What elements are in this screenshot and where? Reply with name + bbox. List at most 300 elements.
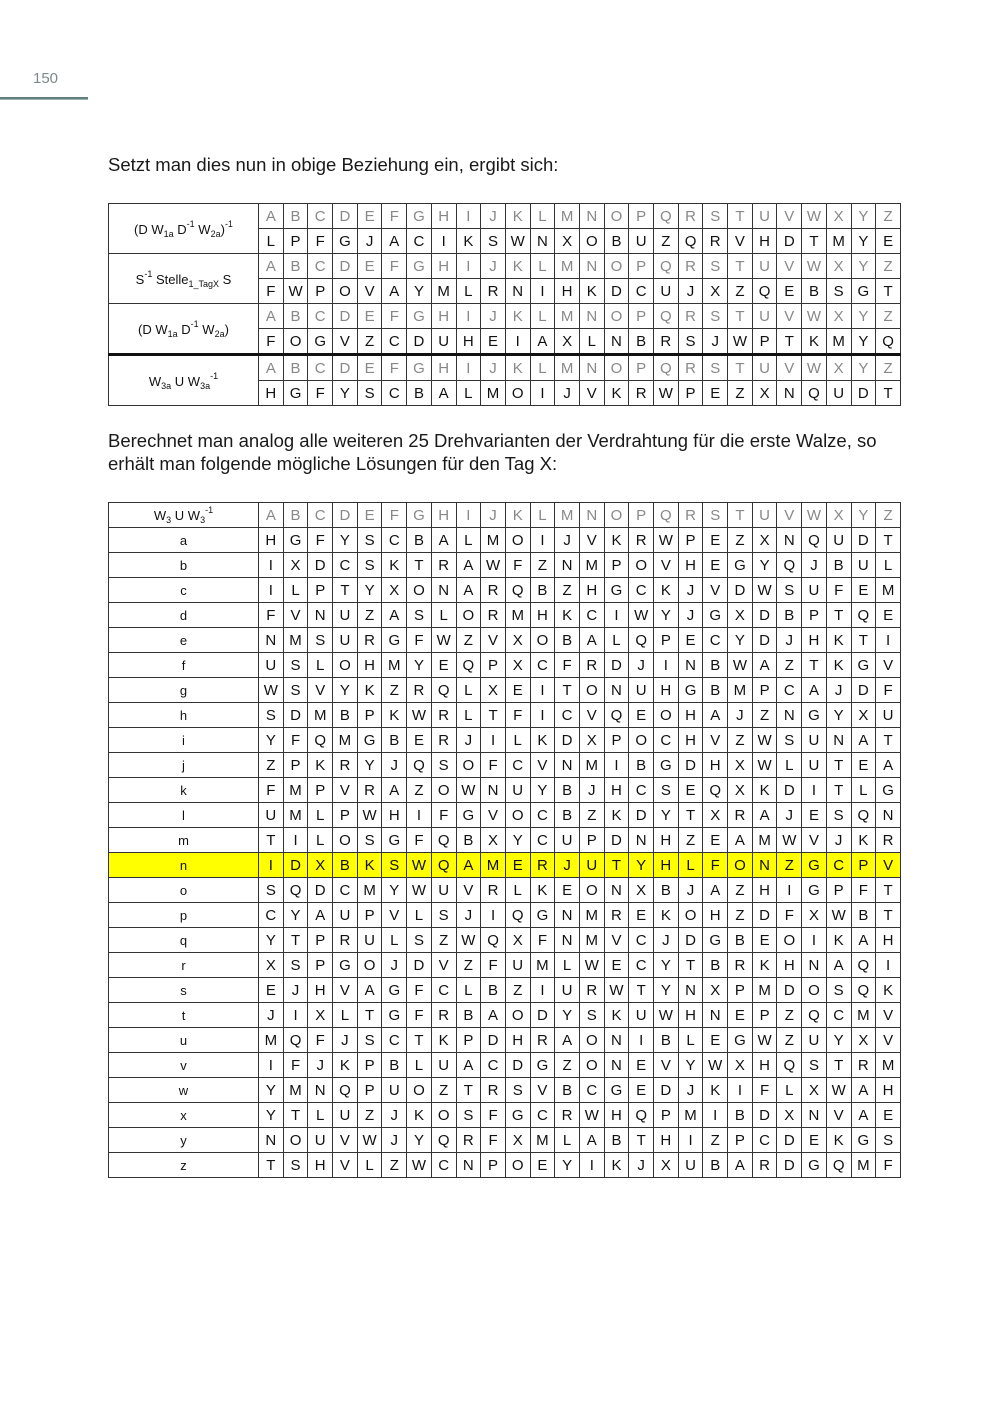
letter-cell: U: [678, 1153, 703, 1178]
letter-cell: H: [382, 803, 407, 828]
letter-cell: O: [802, 978, 827, 1003]
letter-cell: V: [579, 703, 604, 728]
letter-cell: P: [357, 1053, 382, 1078]
letter-cell: B: [703, 678, 728, 703]
letter-cell: Q: [308, 728, 333, 753]
letter-cell: U: [308, 1128, 333, 1153]
letter-cell: P: [752, 678, 777, 703]
letter-cell: K: [530, 878, 555, 903]
letter-cell: F: [876, 1153, 901, 1178]
letter-cell: Q: [777, 1053, 802, 1078]
letter-cell: E: [678, 778, 703, 803]
letter-cell: Z: [777, 1028, 802, 1053]
letter-cell: Q: [654, 503, 679, 528]
solution-row-q: [109, 928, 901, 953]
letter-cell: S: [357, 553, 382, 578]
letter-cell: N: [777, 381, 802, 406]
letter-cell: P: [678, 528, 703, 553]
letter-cell: D: [728, 578, 753, 603]
letter-cell: H: [654, 678, 679, 703]
letter-cell: G: [802, 703, 827, 728]
letter-cell: I: [530, 678, 555, 703]
letter-cell: N: [308, 1078, 333, 1103]
solution-row-i: [109, 728, 901, 753]
letter-cell: D: [777, 229, 802, 254]
letter-cell: N: [703, 1003, 728, 1028]
solution-row-x: [109, 1103, 901, 1128]
letter-cell: A: [851, 1103, 876, 1128]
letter-cell: E: [357, 204, 382, 229]
letter-cell: X: [308, 853, 333, 878]
row-key: p: [109, 903, 259, 928]
letter-cell: J: [382, 1128, 407, 1153]
letter-cell: A: [555, 1028, 580, 1053]
letter-cell: X: [505, 628, 530, 653]
letter-cell: U: [333, 628, 358, 653]
letter-cell: G: [382, 978, 407, 1003]
letter-cell: Y: [629, 853, 654, 878]
letter-cell: C: [629, 928, 654, 953]
label-superscript: -1: [224, 218, 233, 229]
letter-cell: P: [629, 355, 654, 381]
letter-cell: W: [357, 1128, 382, 1153]
letter-cell: C: [407, 229, 432, 254]
letter-cell: Y: [333, 678, 358, 703]
letter-cell: L: [530, 254, 555, 279]
letter-cell: Y: [851, 229, 876, 254]
letter-cell: R: [431, 553, 456, 578]
letter-cell: N: [555, 903, 580, 928]
letter-cell: I: [456, 204, 481, 229]
letter-cell: U: [802, 728, 827, 753]
letter-cell: C: [308, 304, 333, 329]
label-superscript: -1: [210, 370, 219, 381]
letter-cell: Y: [654, 953, 679, 978]
letter-cell: C: [308, 503, 333, 528]
letter-cell: M: [283, 803, 308, 828]
letter-cell: V: [777, 204, 802, 229]
letter-cell: S: [654, 778, 679, 803]
letter-cell: O: [604, 204, 629, 229]
letter-cell: V: [382, 903, 407, 928]
letter-cell: F: [530, 928, 555, 953]
letter-cell: A: [876, 753, 901, 778]
letter-cell: K: [654, 578, 679, 603]
letter-cell: M: [826, 229, 851, 254]
letter-cell: T: [604, 853, 629, 878]
letter-cell: L: [456, 279, 481, 304]
letter-cell: B: [826, 553, 851, 578]
letter-cell: W: [456, 928, 481, 953]
label-text: (D W: [138, 321, 168, 337]
letter-cell: E: [259, 978, 284, 1003]
letter-cell: N: [579, 304, 604, 329]
letter-cell: T: [555, 678, 580, 703]
letter-cell: B: [604, 1128, 629, 1153]
label-subscript: 2a: [210, 228, 221, 239]
letter-cell: X: [555, 229, 580, 254]
letter-cell: J: [826, 828, 851, 853]
letter-cell: S: [456, 1103, 481, 1128]
letter-cell: N: [826, 728, 851, 753]
letter-cell: X: [826, 355, 851, 381]
letter-cell: X: [802, 903, 827, 928]
letter-cell: V: [431, 953, 456, 978]
letter-cell: J: [481, 254, 506, 279]
letter-cell: F: [481, 753, 506, 778]
letter-cell: U: [654, 279, 679, 304]
letter-cell: H: [654, 1128, 679, 1153]
letter-cell: A: [851, 928, 876, 953]
letter-cell: S: [407, 603, 432, 628]
letter-cell: P: [802, 603, 827, 628]
letter-cell: Y: [407, 653, 432, 678]
letter-cell: N: [604, 1028, 629, 1053]
letter-cell: E: [777, 279, 802, 304]
letter-cell: M: [333, 728, 358, 753]
letter-cell: B: [530, 578, 555, 603]
letter-cell: H: [579, 578, 604, 603]
letter-cell: O: [604, 254, 629, 279]
letter-cell: Y: [333, 381, 358, 406]
letter-cell: Q: [333, 1078, 358, 1103]
letter-cell: V: [333, 978, 358, 1003]
letter-cell: F: [703, 853, 728, 878]
letter-cell: H: [431, 503, 456, 528]
alphabet-row: [109, 304, 901, 329]
letter-cell: G: [604, 578, 629, 603]
letter-cell: V: [777, 503, 802, 528]
letter-cell: S: [703, 204, 728, 229]
letter-cell: V: [579, 381, 604, 406]
letter-cell: V: [481, 628, 506, 653]
letter-cell: O: [505, 1153, 530, 1178]
letter-cell: X: [703, 978, 728, 1003]
letter-cell: D: [308, 553, 333, 578]
letter-cell: H: [678, 703, 703, 728]
letter-cell: S: [703, 254, 728, 279]
letter-cell: A: [456, 578, 481, 603]
letter-cell: V: [333, 1128, 358, 1153]
letter-cell: L: [259, 229, 284, 254]
letter-cell: T: [876, 279, 901, 304]
letter-cell: M: [851, 1003, 876, 1028]
letter-cell: R: [629, 528, 654, 553]
letter-cell: J: [703, 329, 728, 355]
letter-cell: C: [308, 254, 333, 279]
letter-cell: H: [654, 828, 679, 853]
letter-cell: E: [604, 953, 629, 978]
letter-cell: R: [456, 1128, 481, 1153]
letter-cell: M: [752, 828, 777, 853]
letter-cell: G: [407, 355, 432, 381]
letter-cell: F: [505, 703, 530, 728]
letter-cell: X: [382, 578, 407, 603]
letter-cell: B: [703, 653, 728, 678]
letter-cell: L: [283, 578, 308, 603]
letter-cell: M: [283, 1078, 308, 1103]
letter-cell: D: [333, 204, 358, 229]
letter-cell: C: [382, 381, 407, 406]
solution-row-k: [109, 778, 901, 803]
letter-cell: T: [678, 803, 703, 828]
letter-cell: G: [456, 803, 481, 828]
letter-cell: W: [456, 778, 481, 803]
letter-cell: T: [259, 1153, 284, 1178]
letter-cell: W: [431, 628, 456, 653]
letter-cell: W: [654, 1003, 679, 1028]
letter-cell: W: [802, 254, 827, 279]
letter-cell: P: [604, 553, 629, 578]
letter-cell: R: [481, 578, 506, 603]
letter-cell: Q: [505, 903, 530, 928]
letter-cell: L: [530, 355, 555, 381]
letter-cell: L: [456, 528, 481, 553]
letter-cell: C: [555, 703, 580, 728]
label-text: W: [148, 373, 162, 389]
letter-cell: O: [579, 1028, 604, 1053]
letter-cell: Q: [851, 978, 876, 1003]
letter-cell: S: [777, 728, 802, 753]
letter-cell: G: [283, 528, 308, 553]
letter-cell: F: [407, 828, 432, 853]
row-label: [109, 254, 259, 304]
label-text: U W: [171, 508, 201, 523]
letter-cell: O: [456, 753, 481, 778]
label-text: W: [153, 508, 167, 523]
letter-cell: L: [777, 753, 802, 778]
letter-cell: H: [505, 1028, 530, 1053]
row-key: b: [109, 553, 259, 578]
letter-cell: X: [851, 703, 876, 728]
row-key: e: [109, 628, 259, 653]
letter-cell: H: [678, 553, 703, 578]
letter-cell: W: [826, 1078, 851, 1103]
letter-cell: W: [259, 678, 284, 703]
row-label: [109, 503, 259, 528]
letter-cell: H: [752, 229, 777, 254]
letter-cell: P: [481, 653, 506, 678]
letter-cell: F: [308, 1028, 333, 1053]
letter-cell: Z: [579, 803, 604, 828]
letter-cell: G: [851, 653, 876, 678]
letter-cell: R: [579, 653, 604, 678]
letter-cell: R: [678, 355, 703, 381]
letter-cell: X: [752, 381, 777, 406]
solution-row-s: [109, 978, 901, 1003]
letter-cell: T: [728, 204, 753, 229]
letter-cell: D: [678, 928, 703, 953]
letter-cell: X: [505, 653, 530, 678]
solution-row-d: [109, 603, 901, 628]
letter-cell: L: [382, 928, 407, 953]
letter-cell: Y: [357, 753, 382, 778]
letter-cell: C: [826, 853, 851, 878]
letter-cell: J: [629, 653, 654, 678]
letter-cell: T: [283, 1103, 308, 1128]
letter-cell: T: [826, 778, 851, 803]
letter-cell: Q: [678, 229, 703, 254]
letter-cell: J: [555, 528, 580, 553]
letter-cell: L: [678, 1028, 703, 1053]
letter-cell: G: [604, 1078, 629, 1103]
letter-cell: C: [629, 953, 654, 978]
letter-cell: Y: [851, 355, 876, 381]
letter-cell: A: [752, 653, 777, 678]
letter-cell: V: [456, 878, 481, 903]
solution-row-c: [109, 578, 901, 603]
letter-cell: X: [579, 728, 604, 753]
letter-cell: W: [505, 229, 530, 254]
letter-cell: P: [826, 878, 851, 903]
letter-cell: V: [481, 803, 506, 828]
letter-cell: L: [876, 553, 901, 578]
letter-cell: Z: [876, 503, 901, 528]
letter-cell: A: [456, 1053, 481, 1078]
letter-cell: U: [802, 753, 827, 778]
letter-cell: M: [579, 903, 604, 928]
letter-cell: S: [357, 528, 382, 553]
letter-cell: F: [259, 279, 284, 304]
solution-row-a: [109, 528, 901, 553]
letter-cell: N: [579, 204, 604, 229]
label-text: ): [220, 221, 225, 237]
letter-cell: Z: [728, 903, 753, 928]
letter-cell: N: [481, 778, 506, 803]
letter-cell: B: [555, 628, 580, 653]
letter-cell: R: [333, 753, 358, 778]
letter-cell: R: [876, 828, 901, 853]
letter-cell: A: [481, 1003, 506, 1028]
letter-cell: U: [802, 1028, 827, 1053]
letter-cell: F: [308, 229, 333, 254]
letter-cell: D: [752, 1103, 777, 1128]
solution-row-m: [109, 828, 901, 853]
letter-cell: D: [604, 279, 629, 304]
letter-cell: J: [678, 603, 703, 628]
letter-cell: L: [505, 728, 530, 753]
letter-cell: Z: [876, 254, 901, 279]
letter-cell: N: [876, 803, 901, 828]
letter-cell: L: [530, 503, 555, 528]
letter-cell: K: [703, 1078, 728, 1103]
letter-cell: L: [431, 603, 456, 628]
letter-cell: X: [283, 553, 308, 578]
letter-cell: Q: [431, 853, 456, 878]
letter-cell: B: [703, 1153, 728, 1178]
letter-cell: V: [579, 528, 604, 553]
letter-cell: Z: [431, 1078, 456, 1103]
letter-cell: Y: [333, 528, 358, 553]
solution-row-v: [109, 1053, 901, 1078]
letter-cell: I: [481, 728, 506, 753]
letter-cell: E: [629, 903, 654, 928]
letter-cell: H: [431, 254, 456, 279]
letter-cell: S: [259, 878, 284, 903]
letter-cell: U: [333, 1103, 358, 1128]
letter-cell: J: [481, 304, 506, 329]
letter-cell: V: [654, 1053, 679, 1078]
letter-cell: M: [555, 204, 580, 229]
letter-cell: Z: [357, 329, 382, 355]
letter-cell: C: [629, 279, 654, 304]
letter-cell: G: [308, 329, 333, 355]
letter-cell: A: [382, 603, 407, 628]
letter-cell: N: [579, 254, 604, 279]
letter-cell: C: [654, 728, 679, 753]
letter-cell: I: [530, 978, 555, 1003]
letter-cell: N: [604, 678, 629, 703]
letter-cell: F: [382, 204, 407, 229]
letter-cell: B: [555, 778, 580, 803]
letter-cell: R: [481, 1078, 506, 1103]
letter-cell: F: [481, 1103, 506, 1128]
letter-cell: N: [259, 628, 284, 653]
letter-cell: G: [728, 553, 753, 578]
alphabet-row: [109, 204, 901, 229]
letter-cell: N: [604, 878, 629, 903]
letter-cell: Z: [876, 204, 901, 229]
letter-cell: A: [703, 878, 728, 903]
letter-cell: U: [826, 381, 851, 406]
letter-cell: K: [604, 528, 629, 553]
letter-cell: K: [826, 653, 851, 678]
letter-cell: V: [703, 578, 728, 603]
label-subscript: 2a: [214, 328, 225, 339]
letter-cell: N: [555, 553, 580, 578]
letter-cell: I: [777, 878, 802, 903]
letter-cell: Y: [851, 204, 876, 229]
letter-cell: D: [777, 978, 802, 1003]
letter-cell: M: [481, 528, 506, 553]
letter-cell: S: [703, 304, 728, 329]
letter-cell: F: [407, 628, 432, 653]
letter-cell: Z: [357, 603, 382, 628]
letter-cell: A: [431, 528, 456, 553]
label-text: W: [194, 221, 211, 237]
letter-cell: K: [505, 204, 530, 229]
letter-cell: M: [505, 603, 530, 628]
letter-cell: E: [407, 728, 432, 753]
letter-cell: I: [456, 503, 481, 528]
letter-cell: K: [308, 753, 333, 778]
letter-cell: U: [826, 528, 851, 553]
letter-cell: H: [604, 778, 629, 803]
letter-cell: Q: [431, 828, 456, 853]
letter-cell: F: [431, 803, 456, 828]
letter-cell: I: [654, 653, 679, 678]
row-key: j: [109, 753, 259, 778]
letter-cell: K: [505, 503, 530, 528]
letter-cell: W: [579, 953, 604, 978]
letter-cell: Y: [728, 628, 753, 653]
letter-cell: P: [283, 229, 308, 254]
letter-cell: R: [530, 853, 555, 878]
letter-cell: Q: [802, 528, 827, 553]
letter-cell: J: [382, 753, 407, 778]
solution-row-t: [109, 1003, 901, 1028]
letter-cell: S: [283, 653, 308, 678]
letter-cell: B: [555, 1078, 580, 1103]
letter-cell: N: [456, 1153, 481, 1178]
letter-cell: C: [308, 355, 333, 381]
letter-cell: R: [357, 778, 382, 803]
letter-cell: P: [308, 578, 333, 603]
letter-cell: B: [481, 978, 506, 1003]
letter-cell: Z: [728, 381, 753, 406]
letter-cell: L: [456, 381, 481, 406]
letter-cell: O: [505, 803, 530, 828]
